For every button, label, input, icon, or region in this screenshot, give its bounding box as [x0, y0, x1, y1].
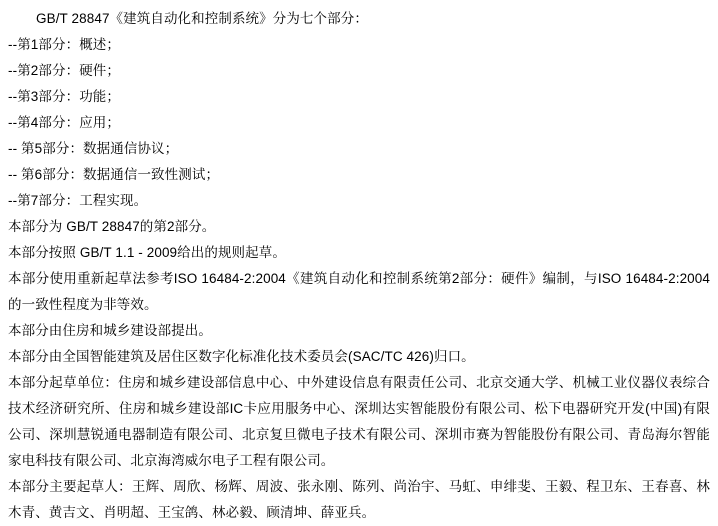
- statement-administered-by: 本部分由全国智能建筑及居住区数字化标准化技术委员会(SAC/TC 426)归口。: [8, 349, 475, 364]
- statement-iso-reference: 本部分使用重新起草法参考ISO 16484-2:2004《建筑自动化和控制系统第2部分：硬件》编制，与ISO 16484-2:2004的一致性程度为非等效。: [8, 271, 710, 312]
- part-list-item-2: --第2部分：硬件；: [8, 63, 120, 78]
- part-list-item-1: --第1部分：概述；: [8, 37, 120, 52]
- part-list-item-7: --第7部分：工程实现。: [8, 193, 148, 208]
- part-list-item-4: --第4部分：应用；: [8, 115, 120, 130]
- part-list-item-6: -- 第6部分：数据通信一致性测试；: [8, 167, 220, 182]
- statement-part-number: 本部分为 GB/T 28847的第2部分。: [8, 219, 216, 234]
- statement-drafting-rules: 本部分按照 GB/T 1.1 - 2009给出的规则起草。: [8, 245, 286, 260]
- statement-main-drafters: 本部分主要起草人：王辉、周欣、杨辉、周波、张永刚、陈列、尚治宇、马虹、申绯斐、王毅、程卫东、王春喜、林木青、黄吉文、肖明超、王宝鸽、林必毅、顾清坤、薛亚兵。: [8, 479, 710, 520]
- part-list-item-3: --第3部分：功能；: [8, 89, 120, 104]
- part-list-item-5: -- 第5部分：数据通信协议；: [8, 141, 179, 156]
- document-intro-line: GB/T 28847《建筑自动化和控制系统》分为七个部分：: [36, 11, 368, 26]
- statement-drafting-organizations: 本部分起草单位：住房和城乡建设部信息中心、中外建设信息有限责任公司、北京交通大学、机械工业仪器仪表综合技术经济研究所、住房和城乡建设部IC卡应用服务中心、深圳达实智能股份有限公司、松下电器研究开发(中国)有限公司、深圳慧锐通电器制造有限公司、北京复旦微电子技术有限公司、深圳市赛为智能股份有限公司、青岛海尔智能家电科技有限公司、北京海湾威尔电子工程有限公司。: [8, 375, 710, 468]
- statement-proposed-by: 本部分由住房和城乡建设部提出。: [8, 323, 212, 338]
